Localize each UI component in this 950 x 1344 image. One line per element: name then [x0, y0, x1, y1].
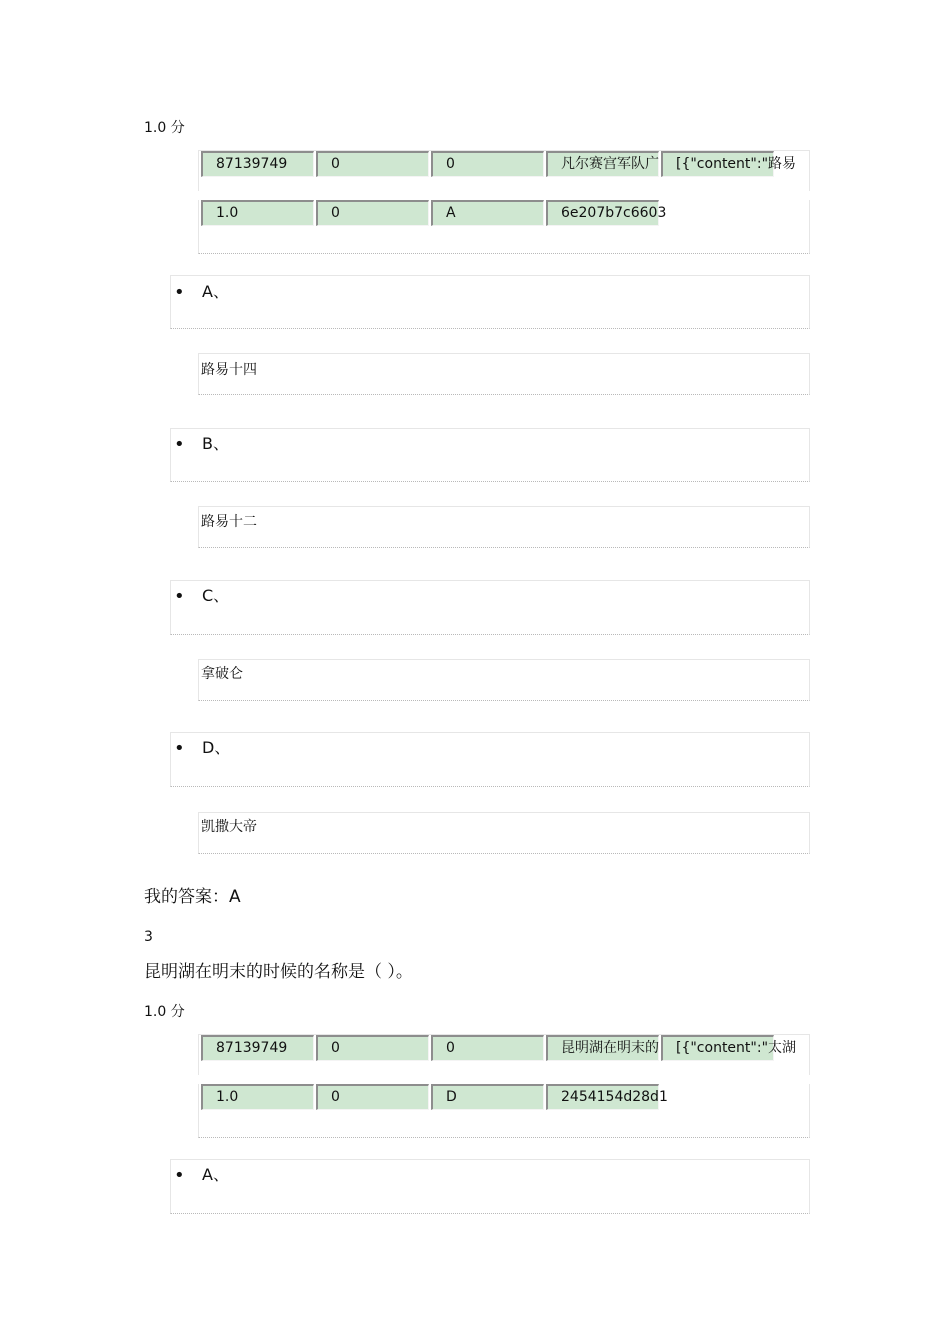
field-cell[interactable]: D [431, 1084, 544, 1110]
field-cell[interactable]: 0 [316, 1084, 429, 1110]
my-answer: 我的答案：A [144, 887, 241, 907]
field-cell[interactable]: 87139749 [201, 1035, 314, 1061]
option-label: A、 [202, 282, 229, 301]
field-cell[interactable]: 1.0 [201, 200, 314, 226]
field-cell[interactable]: 6e207b7c6603 [546, 200, 659, 226]
field-cell[interactable]: 昆明湖在明末的 [546, 1035, 659, 1061]
hidden-fields-row [198, 1034, 810, 1075]
option-label: D、 [202, 738, 231, 757]
field-cell[interactable]: 0 [316, 151, 429, 177]
question-score: 1.0 分 [144, 120, 185, 136]
field-cell[interactable]: 1.0 [201, 1084, 314, 1110]
hidden-fields-row [198, 1084, 810, 1138]
option-content [198, 506, 810, 548]
field-cell[interactable]: [{"content":"路易 [661, 151, 774, 177]
field-cell[interactable]: A [431, 200, 544, 226]
field-cell[interactable]: 0 [316, 200, 429, 226]
option-item-b[interactable] [170, 428, 810, 482]
option-item-a[interactable] [170, 275, 810, 329]
option-label: C、 [202, 586, 230, 605]
field-cell[interactable]: 0 [431, 151, 544, 177]
option-item-d[interactable] [170, 732, 810, 787]
option-text: 拿破仑 [201, 666, 243, 682]
field-cell[interactable]: [{"content":"太湖 [661, 1035, 774, 1061]
question-score: 1.0 分 [144, 1004, 185, 1020]
question-title: 昆明湖在明末的时候的名称是（ ）。 [144, 962, 413, 982]
option-label: B、 [202, 434, 229, 453]
option-item-a[interactable] [170, 1159, 810, 1214]
option-label: A、 [202, 1165, 229, 1184]
question-number: 3 [144, 929, 153, 945]
bullet-icon: • [174, 586, 185, 607]
option-content [198, 812, 810, 854]
option-content [198, 353, 810, 395]
field-cell[interactable]: 凡尔赛宫军队广 [546, 151, 659, 177]
bullet-icon: • [174, 738, 185, 759]
field-cell[interactable]: 0 [431, 1035, 544, 1061]
bullet-icon: • [174, 282, 185, 303]
hidden-fields-row [198, 200, 810, 254]
option-text: 路易十二 [201, 514, 257, 530]
field-cell[interactable]: 2454154d28d1 [546, 1084, 659, 1110]
field-cell[interactable]: 0 [316, 1035, 429, 1061]
option-text: 路易十四 [201, 362, 257, 378]
option-content [198, 659, 810, 701]
option-item-c[interactable] [170, 580, 810, 635]
field-cell[interactable]: 87139749 [201, 151, 314, 177]
option-text: 凯撒大帝 [201, 819, 257, 835]
hidden-fields-row [198, 150, 810, 191]
bullet-icon: • [174, 434, 185, 455]
bullet-icon: • [174, 1165, 185, 1186]
